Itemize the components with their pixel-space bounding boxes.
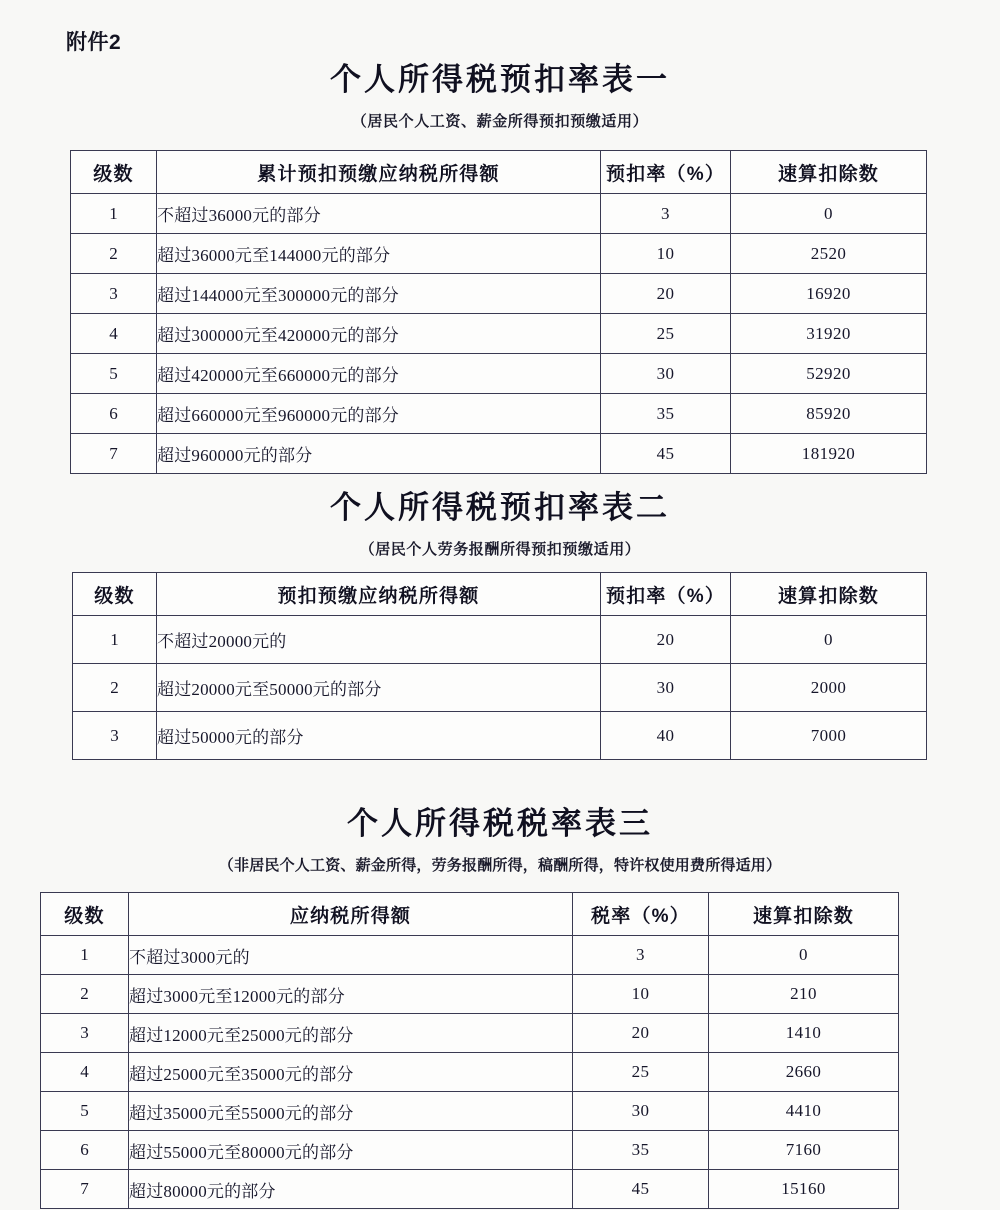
cell-rate: 35 [601, 394, 731, 434]
table-row [71, 194, 927, 234]
cell-range: 超过660000元至960000元的部分 [157, 394, 601, 434]
cell-deduction: 2660 [709, 1053, 899, 1092]
cell-deduction: 0 [731, 194, 927, 234]
cell-rate: 10 [601, 234, 731, 274]
column-header-range: 预扣预缴应纳税所得额 [157, 573, 601, 616]
column-header-range: 应纳税所得额 [129, 893, 573, 936]
cell-deduction: 7000 [731, 712, 927, 760]
table-row [71, 234, 927, 274]
cell-deduction: 15160 [709, 1170, 899, 1209]
cell-level: 2 [41, 975, 129, 1014]
column-header-level: 级数 [73, 573, 157, 616]
cell-rate: 30 [601, 354, 731, 394]
cell-range: 超过3000元至12000元的部分 [129, 975, 573, 1014]
cell-rate: 30 [601, 664, 731, 712]
cell-deduction: 210 [709, 975, 899, 1014]
table-row [71, 394, 927, 434]
table-row [41, 1170, 899, 1209]
cell-rate: 25 [573, 1053, 709, 1092]
cell-range: 超过25000元至35000元的部分 [129, 1053, 573, 1092]
tax-table-two [72, 572, 927, 760]
tax-table-three [40, 892, 899, 1209]
column-header-rate: 预扣率（%） [601, 151, 731, 194]
cell-deduction: 2000 [731, 664, 927, 712]
section-subtitle-three: （非居民个人工资、薪金所得，劳务报酬所得，稿酬所得，特许权使用费所得适用） [218, 856, 782, 874]
section-subtitle-two: （居民个人劳务报酬所得预扣预缴适用） [359, 540, 641, 558]
cell-range: 超过144000元至300000元的部分 [157, 274, 601, 314]
cell-level: 7 [71, 434, 157, 474]
cell-rate: 3 [573, 936, 709, 975]
cell-deduction: 16920 [731, 274, 927, 314]
cell-level: 1 [41, 936, 129, 975]
cell-level: 6 [41, 1131, 129, 1170]
cell-level: 3 [71, 274, 157, 314]
cell-range: 超过36000元至144000元的部分 [157, 234, 601, 274]
section-table-one [0, 62, 1000, 131]
cell-range: 不超过3000元的 [129, 936, 573, 975]
table-row [71, 434, 927, 474]
cell-rate: 25 [601, 314, 731, 354]
cell-range: 超过12000元至25000元的部分 [129, 1014, 573, 1053]
cell-range: 不超过36000元的部分 [157, 194, 601, 234]
tax-table-one [70, 150, 927, 474]
table-row [41, 936, 899, 975]
cell-deduction: 31920 [731, 314, 927, 354]
cell-range: 不超过20000元的 [157, 616, 601, 664]
cell-level: 3 [73, 712, 157, 760]
cell-level: 2 [73, 664, 157, 712]
cell-range: 超过50000元的部分 [157, 712, 601, 760]
cell-level: 4 [71, 314, 157, 354]
section-subtitle-one: （居民个人工资、薪金所得预扣预缴适用） [351, 112, 649, 130]
cell-deduction: 52920 [731, 354, 927, 394]
cell-rate: 45 [601, 434, 731, 474]
cell-rate: 30 [573, 1092, 709, 1131]
section-title-two: 个人所得税预扣率表二 [330, 490, 670, 525]
table-row [71, 314, 927, 354]
column-header-deduction: 速算扣除数 [709, 893, 899, 936]
section-title-one: 个人所得税预扣率表一 [330, 62, 670, 97]
table-row [41, 975, 899, 1014]
table-row [73, 664, 927, 712]
cell-level: 1 [71, 194, 157, 234]
table-row [73, 712, 927, 760]
cell-deduction: 181920 [731, 434, 927, 474]
cell-rate: 20 [601, 616, 731, 664]
table-header-row [41, 893, 899, 936]
cell-level: 6 [71, 394, 157, 434]
cell-level: 1 [73, 616, 157, 664]
cell-level: 5 [71, 354, 157, 394]
column-header-rate: 税率（%） [573, 893, 709, 936]
section-table-two [0, 490, 1000, 559]
cell-range: 超过300000元至420000元的部分 [157, 314, 601, 354]
cell-level: 2 [71, 234, 157, 274]
cell-deduction: 1410 [709, 1014, 899, 1053]
table-row [41, 1131, 899, 1170]
column-header-deduction: 速算扣除数 [731, 151, 927, 194]
table-row [71, 354, 927, 394]
cell-deduction: 7160 [709, 1131, 899, 1170]
cell-level: 3 [41, 1014, 129, 1053]
cell-range: 超过35000元至55000元的部分 [129, 1092, 573, 1131]
cell-deduction: 2520 [731, 234, 927, 274]
column-header-level: 级数 [71, 151, 157, 194]
cell-rate: 35 [573, 1131, 709, 1170]
cell-rate: 20 [573, 1014, 709, 1053]
cell-rate: 20 [601, 274, 731, 314]
table-row [41, 1092, 899, 1131]
cell-deduction: 4410 [709, 1092, 899, 1131]
column-header-range: 累计预扣预缴应纳税所得额 [157, 151, 601, 194]
cell-level: 7 [41, 1170, 129, 1209]
table-header-row [73, 573, 927, 616]
cell-rate: 10 [573, 975, 709, 1014]
table-row [41, 1014, 899, 1053]
cell-range: 超过420000元至660000元的部分 [157, 354, 601, 394]
attachment-label: 附件2 [66, 31, 122, 54]
section-table-three [0, 806, 1000, 875]
cell-range: 超过960000元的部分 [157, 434, 601, 474]
cell-deduction: 0 [731, 616, 927, 664]
table-row [71, 274, 927, 314]
cell-range: 超过80000元的部分 [129, 1170, 573, 1209]
cell-rate: 40 [601, 712, 731, 760]
table-row [73, 616, 927, 664]
column-header-rate: 预扣率（%） [601, 573, 731, 616]
cell-range: 超过20000元至50000元的部分 [157, 664, 601, 712]
cell-level: 5 [41, 1092, 129, 1131]
cell-rate: 45 [573, 1170, 709, 1209]
column-header-level: 级数 [41, 893, 129, 936]
cell-level: 4 [41, 1053, 129, 1092]
cell-deduction: 85920 [731, 394, 927, 434]
table-row [41, 1053, 899, 1092]
cell-rate: 3 [601, 194, 731, 234]
cell-deduction: 0 [709, 936, 899, 975]
table-header-row [71, 151, 927, 194]
cell-range: 超过55000元至80000元的部分 [129, 1131, 573, 1170]
section-title-three: 个人所得税税率表三 [347, 806, 653, 841]
column-header-deduction: 速算扣除数 [731, 573, 927, 616]
